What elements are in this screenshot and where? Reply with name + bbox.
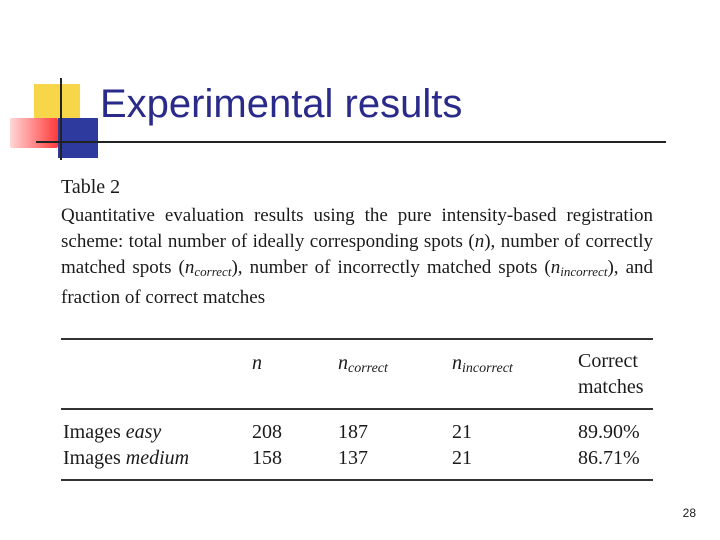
logo-blue-square bbox=[58, 118, 98, 158]
caption-part-4: ), and fraction of correct matches bbox=[61, 257, 654, 308]
header-ncorrect-base: n bbox=[338, 352, 348, 374]
header-correct-line2: matches bbox=[578, 376, 644, 398]
header-correct-line1: Correct bbox=[578, 350, 638, 372]
header-correct-matches bbox=[578, 348, 644, 400]
cell-nincorrect: 21 bbox=[452, 447, 472, 469]
cell-n: 208 bbox=[252, 421, 282, 443]
caption-nincorrect-sub: incorrect bbox=[560, 264, 608, 279]
header-nincorrect bbox=[452, 350, 513, 382]
table-label: Table 2 bbox=[61, 176, 121, 198]
row-label bbox=[63, 419, 161, 445]
cell-fraction: 89.90% bbox=[578, 421, 640, 443]
header-nincorrect-base: n bbox=[452, 352, 462, 374]
table-top-rule bbox=[61, 338, 653, 340]
table-header-rule bbox=[61, 408, 653, 410]
caption-ncorrect-base: n bbox=[184, 257, 195, 278]
header-nincorrect-sub: incorrect bbox=[462, 361, 513, 376]
row-label-italic: easy bbox=[125, 421, 162, 443]
header-ncorrect-sub: correct bbox=[348, 361, 388, 376]
caption-part-2: ), number of correctly matched spots ( bbox=[61, 231, 653, 278]
row-label-italic: medium bbox=[125, 447, 190, 469]
header-ncorrect bbox=[338, 350, 388, 382]
table-bottom-rule bbox=[61, 479, 653, 481]
logo-red-square bbox=[10, 118, 58, 148]
page-number: 28 bbox=[682, 506, 696, 520]
caption-ncorrect-sub: correct bbox=[194, 264, 232, 279]
caption-nincorrect-base: n bbox=[550, 257, 561, 278]
cell-ncorrect: 137 bbox=[338, 447, 368, 469]
logo-vertical-line bbox=[60, 78, 62, 160]
cell-fraction: 86.71% bbox=[578, 447, 640, 469]
header-n bbox=[252, 350, 262, 376]
cell-ncorrect: 187 bbox=[338, 421, 368, 443]
row-label-prefix: Images bbox=[63, 421, 126, 443]
caption-part-3: ), number of incorrectly matched spots ( bbox=[231, 257, 551, 278]
caption-n: n bbox=[474, 231, 485, 252]
table-caption bbox=[61, 203, 653, 311]
slide-title: Experimental results bbox=[100, 82, 463, 126]
title-underline bbox=[36, 141, 666, 143]
caption-part-1: Quantitative evaluation results using the pure intensity-based registration scheme: total number of ideally corresponding spots ( bbox=[61, 205, 653, 252]
cell-n: 158 bbox=[252, 447, 282, 469]
row-label-prefix: Images bbox=[63, 447, 126, 469]
cell-nincorrect: 21 bbox=[452, 421, 472, 443]
row-label bbox=[63, 445, 189, 471]
slide-logo bbox=[0, 0, 100, 170]
header-n-text: n bbox=[252, 352, 262, 374]
